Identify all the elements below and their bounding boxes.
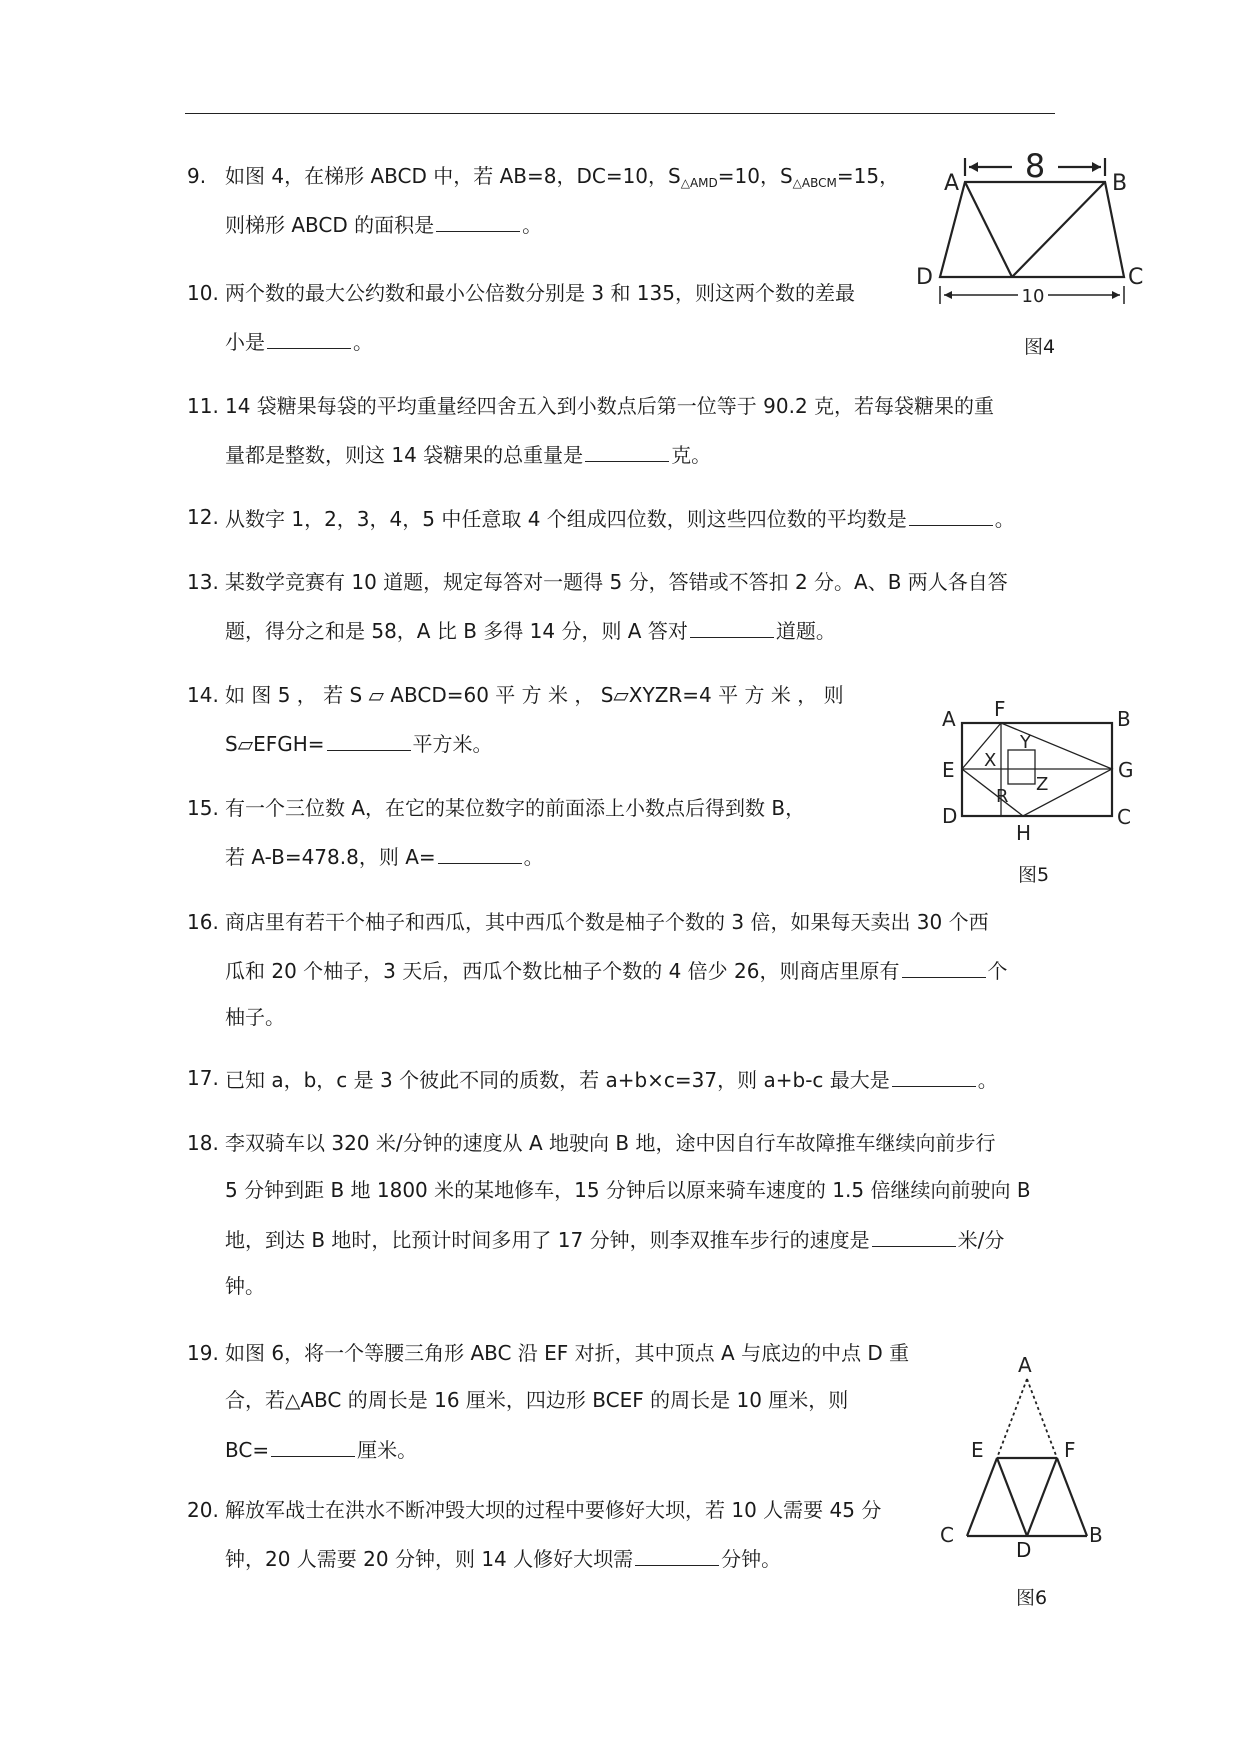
question-number: 10.	[187, 281, 219, 305]
segment-fb	[1057, 1458, 1087, 1536]
answer-blank[interactable]	[690, 619, 774, 638]
vertex-label-d: D	[916, 265, 933, 290]
question-text: 某数学竞赛有 10 道题，规定每答对一题得 5 分，答错或不答扣 2 分。A、B 两人各自答	[225, 570, 1008, 594]
answer-blank[interactable]	[872, 1228, 956, 1247]
vertex-label-a: A	[942, 707, 956, 731]
question-text: 合，若△ABC 的周长是 16 厘米，四边形 BCEF 的周长是 10 厘米，则	[225, 1388, 849, 1412]
vertex-label-a: A	[944, 171, 960, 196]
vertex-label-c: C	[1117, 805, 1131, 829]
vertex-label-c: C	[1128, 265, 1144, 290]
vertex-label-d: D	[942, 804, 958, 828]
figure-6-caption: 图6	[1016, 1587, 1048, 1609]
question-text: 从数字 1，2，3，4，5 中任意取 4 个组成四位数，则这些四位数的平均数是 。	[225, 507, 1015, 531]
vertex-label-f: F	[1064, 1438, 1076, 1462]
answer-blank[interactable]	[635, 1547, 719, 1566]
question-text: 瓜和 20 个柚子，3 天后，西瓜个数比柚子个数的 4 倍少 26，则商店里原有 个	[225, 959, 1008, 983]
question-text: 商店里有若干个柚子和西瓜，其中西瓜个数是柚子个数的 3 倍，如果每天卖出 30 个西	[225, 910, 989, 934]
question-text: 解放军战士在洪水不断冲毁大坝的过程中要修好大坝，若 10 人需要 45 分	[225, 1498, 882, 1522]
question-text: 如 图 5 ， 若 S ▱ ABCD=60 平 方 米 ， S▱XYZR=4 平 方 米 ， 则	[225, 683, 844, 707]
question-text: 5 分钟到距 B 地 1800 米的某地修车，15 分钟后以原来骑车速度的 1.5 倍继续向前驶向 B	[225, 1178, 1031, 1202]
arrow-head	[1112, 291, 1120, 299]
vertex-label-c: C	[940, 1523, 954, 1547]
vertex-label-z: Z	[1036, 774, 1049, 795]
rectangle-diagram	[940, 697, 1140, 850]
question-number: 14.	[187, 683, 219, 707]
question-number: 9.	[187, 164, 207, 188]
label-bottom-length: 10	[1021, 286, 1045, 307]
question-number: 15.	[187, 796, 219, 820]
question-text: 有一个三位数 A，在它的某位数字的前面添上小数点后得到数 B，	[225, 796, 806, 820]
header-rule	[185, 113, 1055, 114]
trapezoid-abcd	[940, 182, 1124, 277]
segment-bm	[1012, 182, 1105, 277]
question-text: 如图 6，将一个等腰三角形 ABC 沿 EF 对折，其中顶点 A 与底边的中点 D 重	[225, 1341, 910, 1365]
segment-am	[965, 182, 1012, 277]
question-text: 小是 。	[225, 330, 373, 354]
answer-blank[interactable]	[909, 507, 993, 526]
question-text: 如图 4，在梯形 ABCD 中，若 AB=8，DC=10，$S_{\triangle AMD}=10$，$S_{\triangle ABCM}=15$，	[225, 164, 900, 190]
question-number: 12.	[187, 505, 219, 529]
question-text: 题，得分之和是 58，A 比 B 多得 14 分，则 A 答对 道题。	[225, 619, 836, 643]
question-text: 柚子。	[225, 1005, 285, 1029]
question-text: 14 袋糖果每袋的平均重量经四舍五入到小数点后第一位等于 90.2 克，若每袋糖果的重	[225, 394, 995, 418]
question-text: BC= 厘米。	[225, 1438, 418, 1462]
answer-blank[interactable]	[438, 845, 522, 864]
question-number: 18.	[187, 1131, 219, 1155]
vertex-label-e: E	[942, 758, 955, 782]
answer-blank[interactable]	[327, 732, 411, 751]
arrow-head	[1092, 162, 1101, 172]
vertex-label-x: X	[984, 750, 997, 771]
triangle-diagram	[940, 1352, 1135, 1547]
segment-af-folded	[1027, 1379, 1057, 1458]
segment-fd	[1027, 1458, 1057, 1536]
question-number: 17.	[187, 1066, 219, 1090]
question-text: 两个数的最大公约数和最小公倍数分别是 3 和 135，则这两个数的差最	[225, 281, 855, 305]
segment-ed	[997, 1458, 1027, 1536]
answer-blank[interactable]	[892, 1068, 976, 1087]
question-text: 钟，20 人需要 20 分钟，则 14 人修好大坝需 分钟。	[225, 1547, 782, 1571]
question-number: 13.	[187, 570, 219, 594]
answer-blank[interactable]	[436, 213, 520, 232]
trapezoid-diagram	[916, 140, 1150, 310]
arrow-head	[969, 162, 978, 172]
figure-4-caption: 图4	[1024, 336, 1056, 358]
question-number: 20.	[187, 1498, 219, 1522]
vertex-label-a: A	[1018, 1353, 1032, 1377]
figure-5	[940, 697, 1140, 850]
question-text: 李双骑车以 320 米/分钟的速度从 A 地驶向 B 地，途中因自行车故障推车继续向前步行	[225, 1131, 996, 1155]
vertex-label-b: B	[1117, 707, 1131, 731]
question-number: 16.	[187, 910, 219, 934]
figure-5-caption: 图5	[1018, 864, 1050, 886]
vertex-label-d: D	[1016, 1538, 1032, 1562]
arrow-head	[944, 291, 952, 299]
vertex-label-b: B	[1112, 171, 1128, 196]
segment-ae-folded	[997, 1379, 1027, 1458]
answer-blank[interactable]	[271, 1438, 355, 1457]
question-text: 量都是整数，则这 14 袋糖果的总重量是 克。	[225, 443, 712, 467]
figure-6-d-label-wrap	[1016, 1538, 1031, 1562]
question-text: 则梯形 ABCD 的面积是 。	[225, 213, 543, 237]
question-text: 已知 a，b，c 是 3 个彼此不同的质数，若 a+b×c=37，则 a+b-c 最大是 。	[225, 1068, 998, 1092]
vertex-label-h: H	[1016, 821, 1032, 845]
question-text: 钟。	[225, 1274, 265, 1298]
question-text: S▱EFGH= 平方米。	[225, 732, 493, 756]
vertex-label-e: E	[971, 1438, 984, 1462]
figure-6	[940, 1352, 1135, 1547]
answer-blank[interactable]	[585, 443, 669, 462]
question-text: 地，到达 B 地时，比预计时间多用了 17 分钟，则李双推车步行的速度是 米/分	[225, 1228, 1005, 1252]
vertex-label-b: B	[1089, 1523, 1103, 1547]
segment-ec	[967, 1458, 997, 1536]
vertex-label-y: Y	[1020, 732, 1031, 753]
answer-blank[interactable]	[267, 330, 351, 349]
rectangle-xyzr	[1008, 750, 1035, 784]
question-number: 19.	[187, 1341, 219, 1365]
vertex-label-g: G	[1118, 758, 1134, 782]
answer-blank[interactable]	[902, 959, 986, 978]
vertex-label-r: R	[996, 786, 1009, 807]
question-text: 若 A-B=478.8，则 A= 。	[225, 845, 544, 869]
vertex-label-f: F	[994, 697, 1006, 721]
label-top-length: 8	[1024, 147, 1046, 185]
question-number: 11.	[187, 394, 219, 418]
figure-4	[916, 140, 1150, 310]
